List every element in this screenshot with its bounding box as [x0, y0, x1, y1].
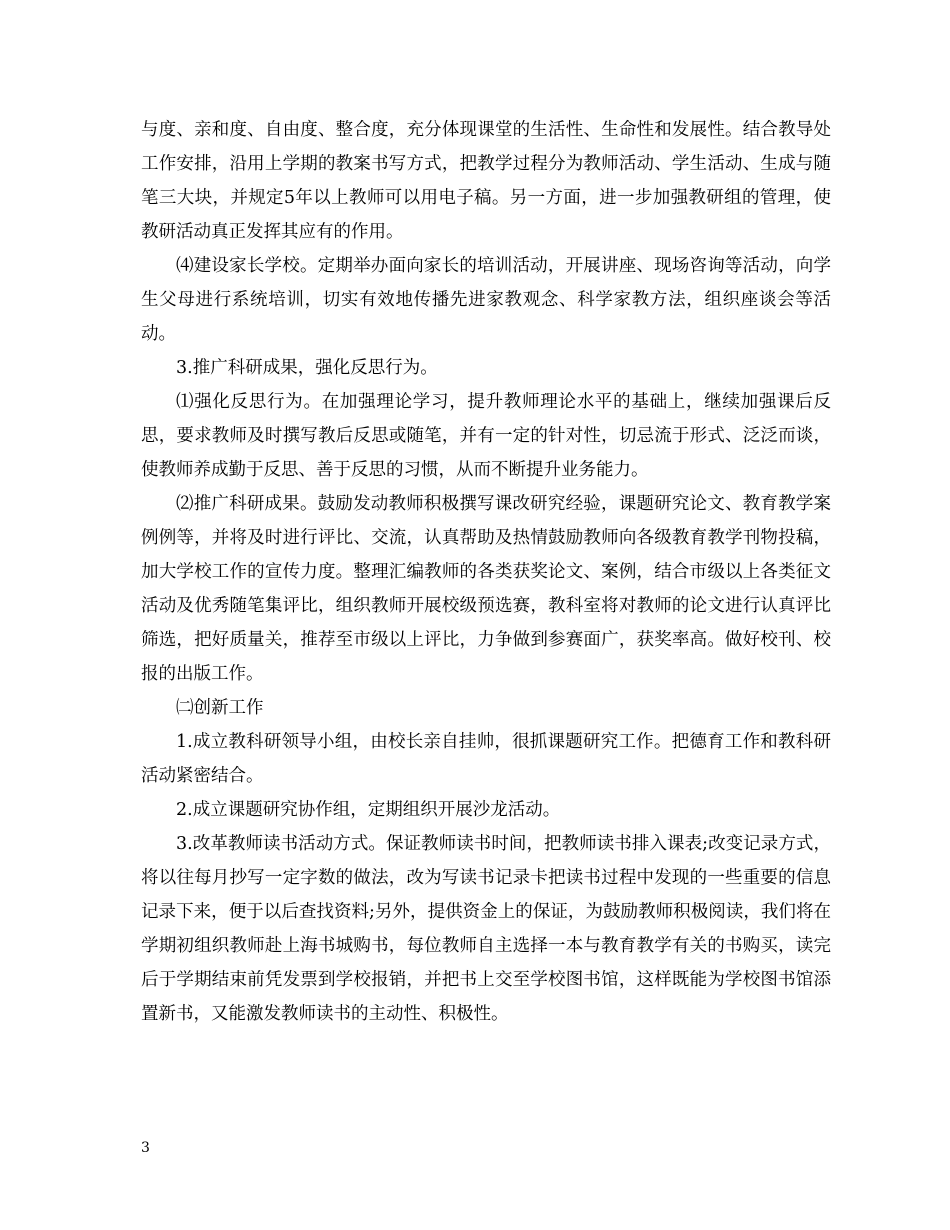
paragraph: ⑷建设家长学校。定期举办面向家长的培训活动，开展讲座、现场咨询等活动，向学生父母进行系统培训，切实有效地传播先进家教观念、科学家教方法，组织座谈会等活动。	[141, 256, 831, 344]
section-heading: 3.推广科研成果，强化反思行为。	[176, 358, 438, 378]
paragraph: ⑴强化反思行为。在加强理论学习，提升教师理论水平的基础上，继续加强课后反思，要求教师及时撰写教后反思或随笔，并有一定的针对性，切忌流于形式、泛泛而谈，使教师养成勤于反思、善于反思的习惯，从而不断提升业务能力。	[141, 392, 831, 480]
paragraph: ⑵推广科研成果。鼓励发动教师积极撰写课改研究经验，课题研究论文、教育教学案例例等，并将及时进行评比、交流，认真帮助及热情鼓励教师向各级教育教学刊物投稿，加大学校工作的宣传力度。整理汇编教师的各类获奖论文、案例，结合市级以上各类征文活动及优秀随笔集评比，组织教师开展校级预选赛，教科室将对教师的论文进行认真评比筛选，把好质量关，推荐至市级以上评比，力争做到参赛面广，获奖率高。做好校刊、校报的出版工作。	[141, 494, 831, 684]
document-body	[141, 113, 831, 1031]
page-number: 3	[141, 1140, 150, 1156]
paragraph: 1.成立教科研领导小组，由校长亲自挂帅，很抓课题研究工作。把德育工作和教科研活动紧密结合。	[141, 732, 831, 786]
section-heading: ㈡创新工作	[176, 698, 264, 718]
paragraph: 与度、亲和度、自由度、整合度，充分体现课堂的生活性、生命性和发展性。结合教导处工作安排，沿用上学期的教案书写方式，把教学过程分为教师活动、学生活动、生成与随笔三大块，并规定5年以上教师可以用电子稿。另一方面，进一步加强教研组的管理，使教研活动真正发挥其应有的作用。	[141, 120, 831, 242]
paragraph: 2.成立课题研究协作组，定期组织开展沙龙活动。	[176, 800, 561, 820]
paragraph: 3.改革教师读书活动方式。保证教师读书时间，把教师读书排入课表;改变记录方式，将以往每月抄写一定字数的做法，改为写读书记录卡把读书过程中发现的一些重要的信息记录下来，便于以后查找资料;另外，提供资金上的保证，为鼓励教师积极阅读，我们将在学期初组织教师赴上海书城购书，每位教师自主选择一本与教育教学有关的书购买，读完后于学期结束前凭发票到学校报销，并把书上交至学校图书馆，这样既能为学校图书馆添置新书，又能激发教师读书的主动性、积极性。	[141, 834, 831, 1024]
